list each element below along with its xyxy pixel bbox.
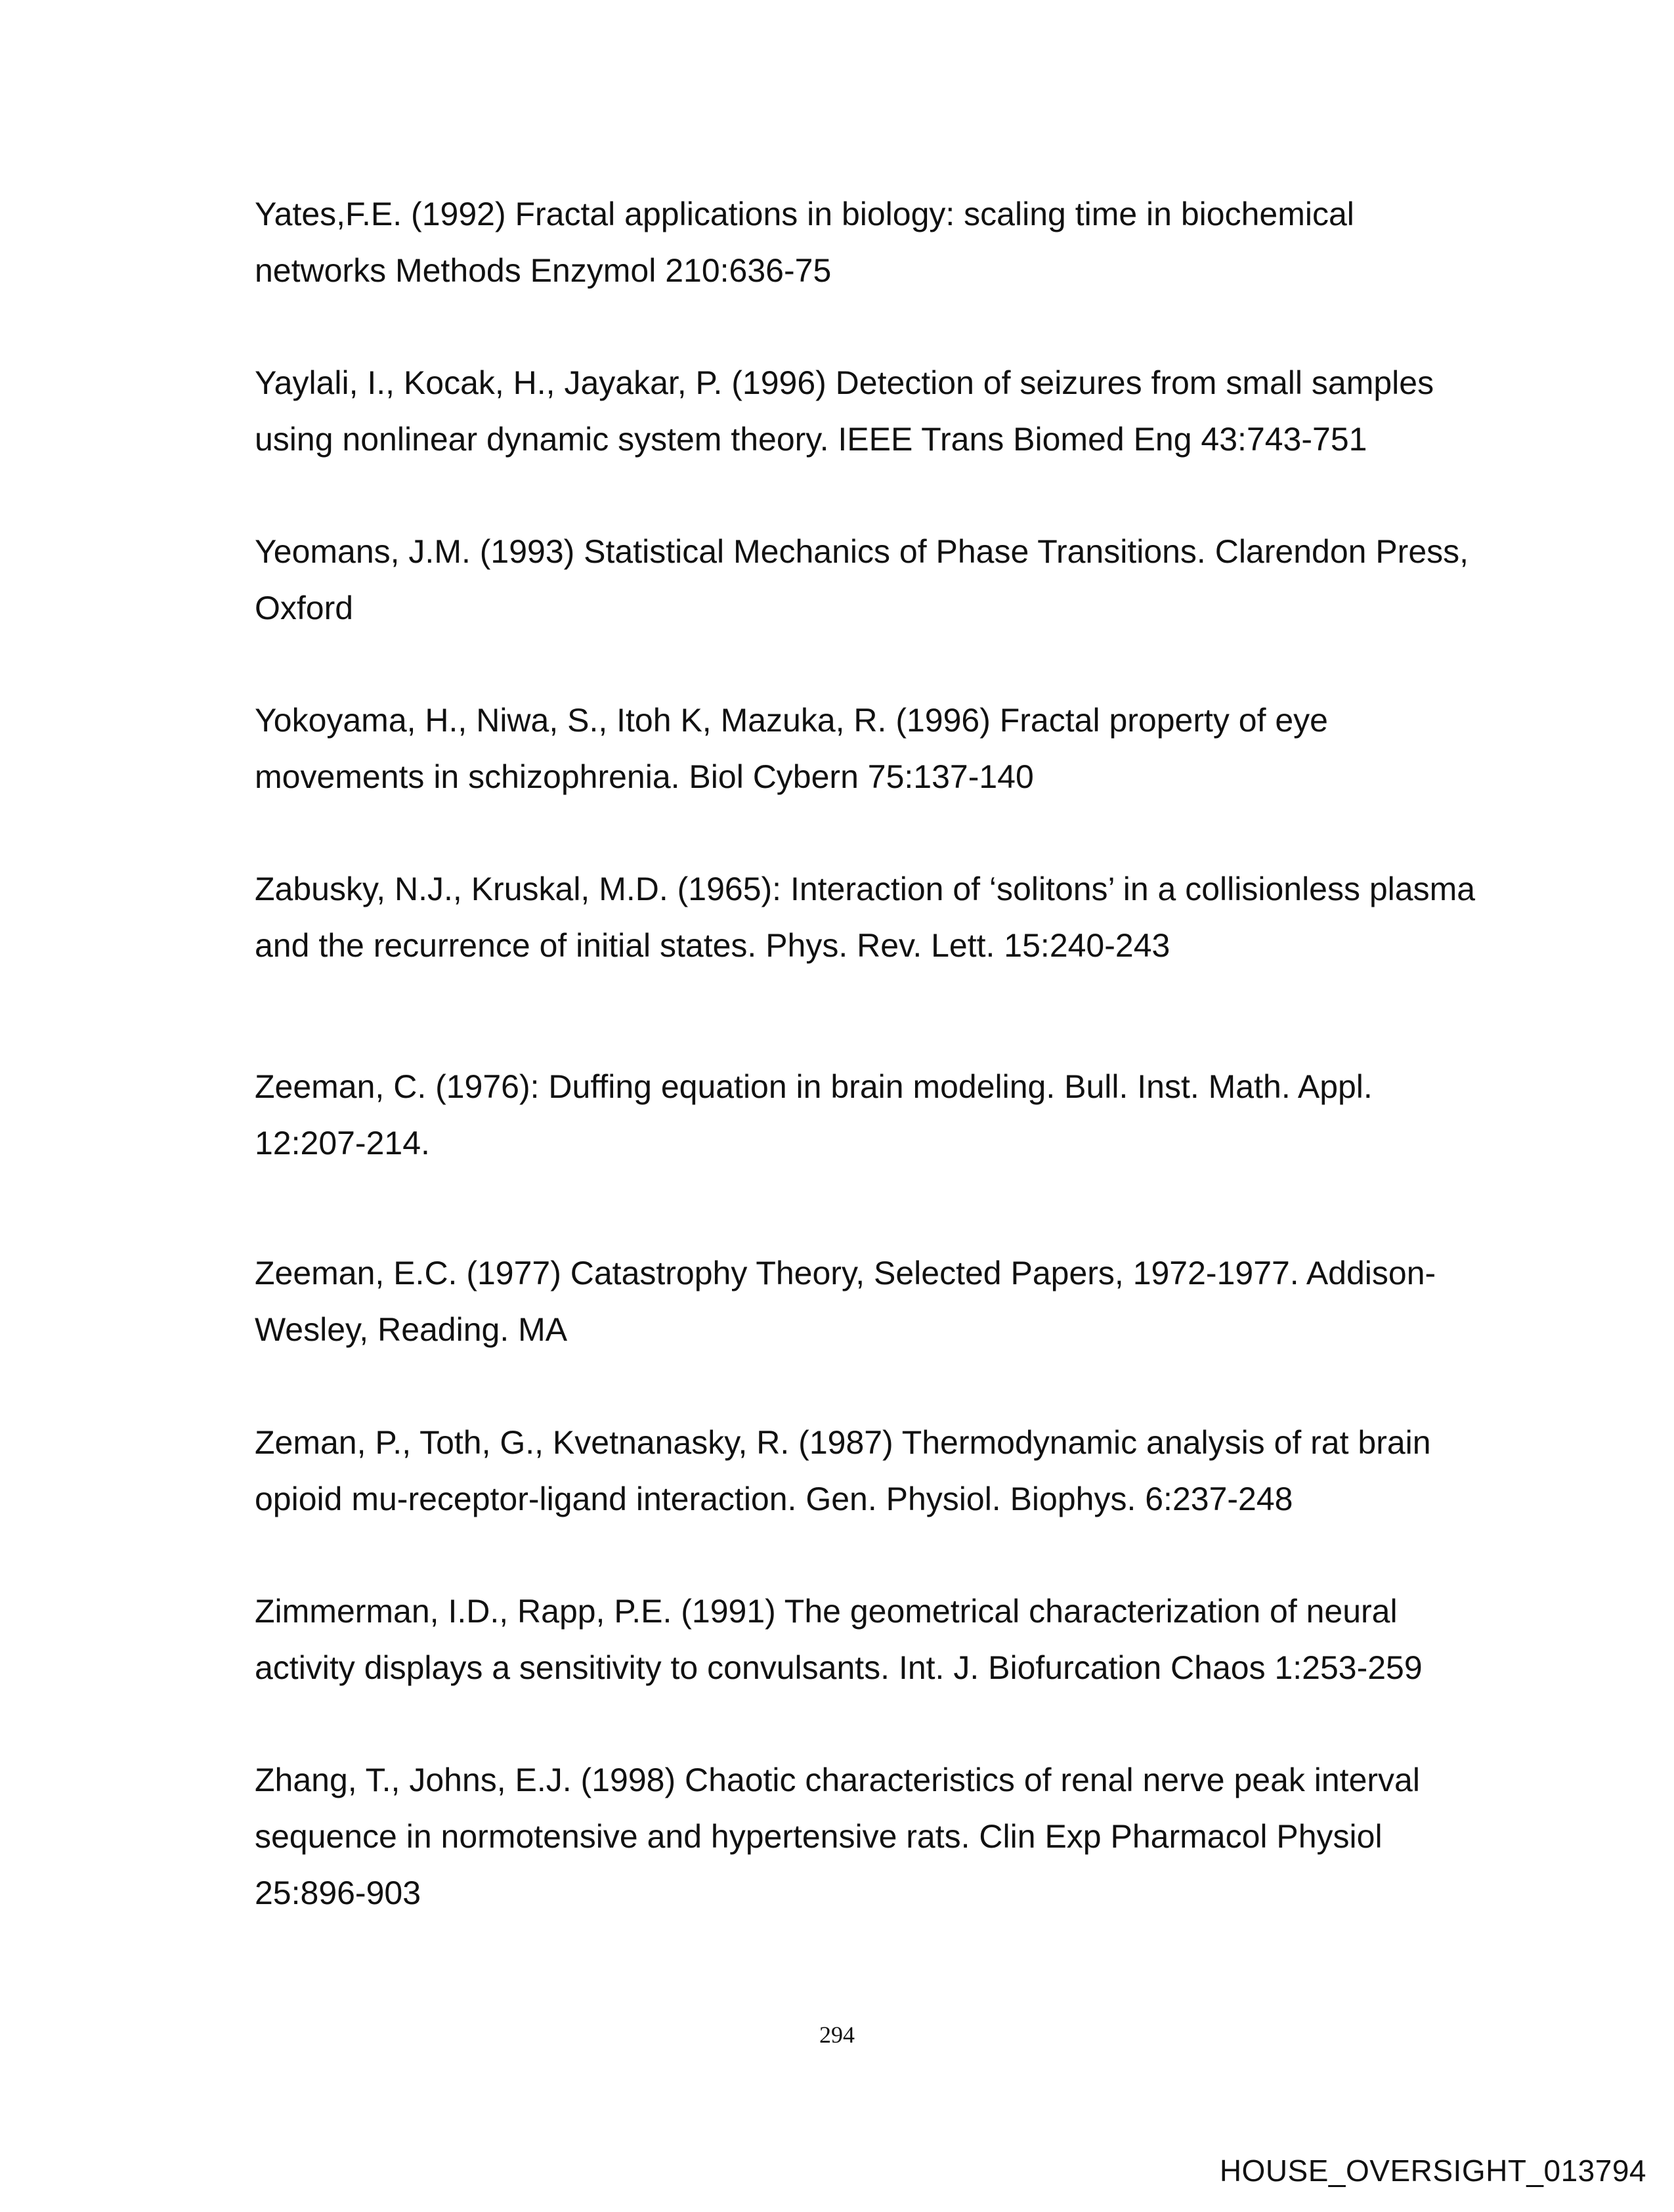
reference-entry: Yaylali, I., Kocak, H., Jayakar, P. (1996) Detection of seizures from small samples using nonlinear dynamic system theory. IEEE Trans Biomed Eng 43:743-751 xyxy=(255,364,1434,458)
bates-stamp: HOUSE_OVERSIGHT_013794 xyxy=(1219,2154,1646,2188)
reference-entry: Yeomans, J.M. (1993) Statistical Mechanics of Phase Transitions. Clarendon Press, Oxford xyxy=(255,533,1469,626)
reference-entry: Zeeman, E.C. (1977) Catastrophy Theory, Selected Papers, 1972-1977. Addison-Wesley, Reading. MA xyxy=(255,1255,1436,1348)
reference-entry: Zeman, P., Toth, G., Kvetnanasky, R. (1987) Thermodynamic analysis of rat brain opioid mu-receptor-ligand interaction. Gen. Physiol. Biophys. 6:237-248 xyxy=(255,1424,1431,1517)
reference-entry: Zimmerman, I.D., Rapp, P.E. (1991) The geometrical characterization of neural activity displays a sensitivity to convulsants. Int. J. Biofurcation Chaos 1:253-259 xyxy=(255,1593,1423,1686)
reference-entry: Yates,F.E. (1992) Fractal applications in biology: scaling time in biochemical networks Methods Enzymol 210:636-75 xyxy=(255,196,1354,289)
reference-entry: Yokoyama, H., Niwa, S., Itoh K, Mazuka, R. (1996) Fractal property of eye movements in schizophrenia. Biol Cybern 75:137-140 xyxy=(255,702,1328,795)
reference-entry: Zhang, T., Johns, E.J. (1998) Chaotic characteristics of renal nerve peak interval sequence in normotensive and hypertensive rats. Clin Exp Pharmacol Physiol 25:896-903 xyxy=(255,1762,1420,1911)
page-number: 294 xyxy=(819,2022,855,2048)
reference-entry: Zeeman, C. (1976): Duffing equation in brain modeling. Bull. Inst. Math. Appl. 12:207-214. xyxy=(255,1068,1373,1161)
reference-entry: Zabusky, N.J., Kruskal, M.D. (1965): Interaction of ‘solitons’ in a collisionless plasma and the recurrence of initial states. Phys. Rev. Lett. 15:240-243 xyxy=(255,871,1476,964)
